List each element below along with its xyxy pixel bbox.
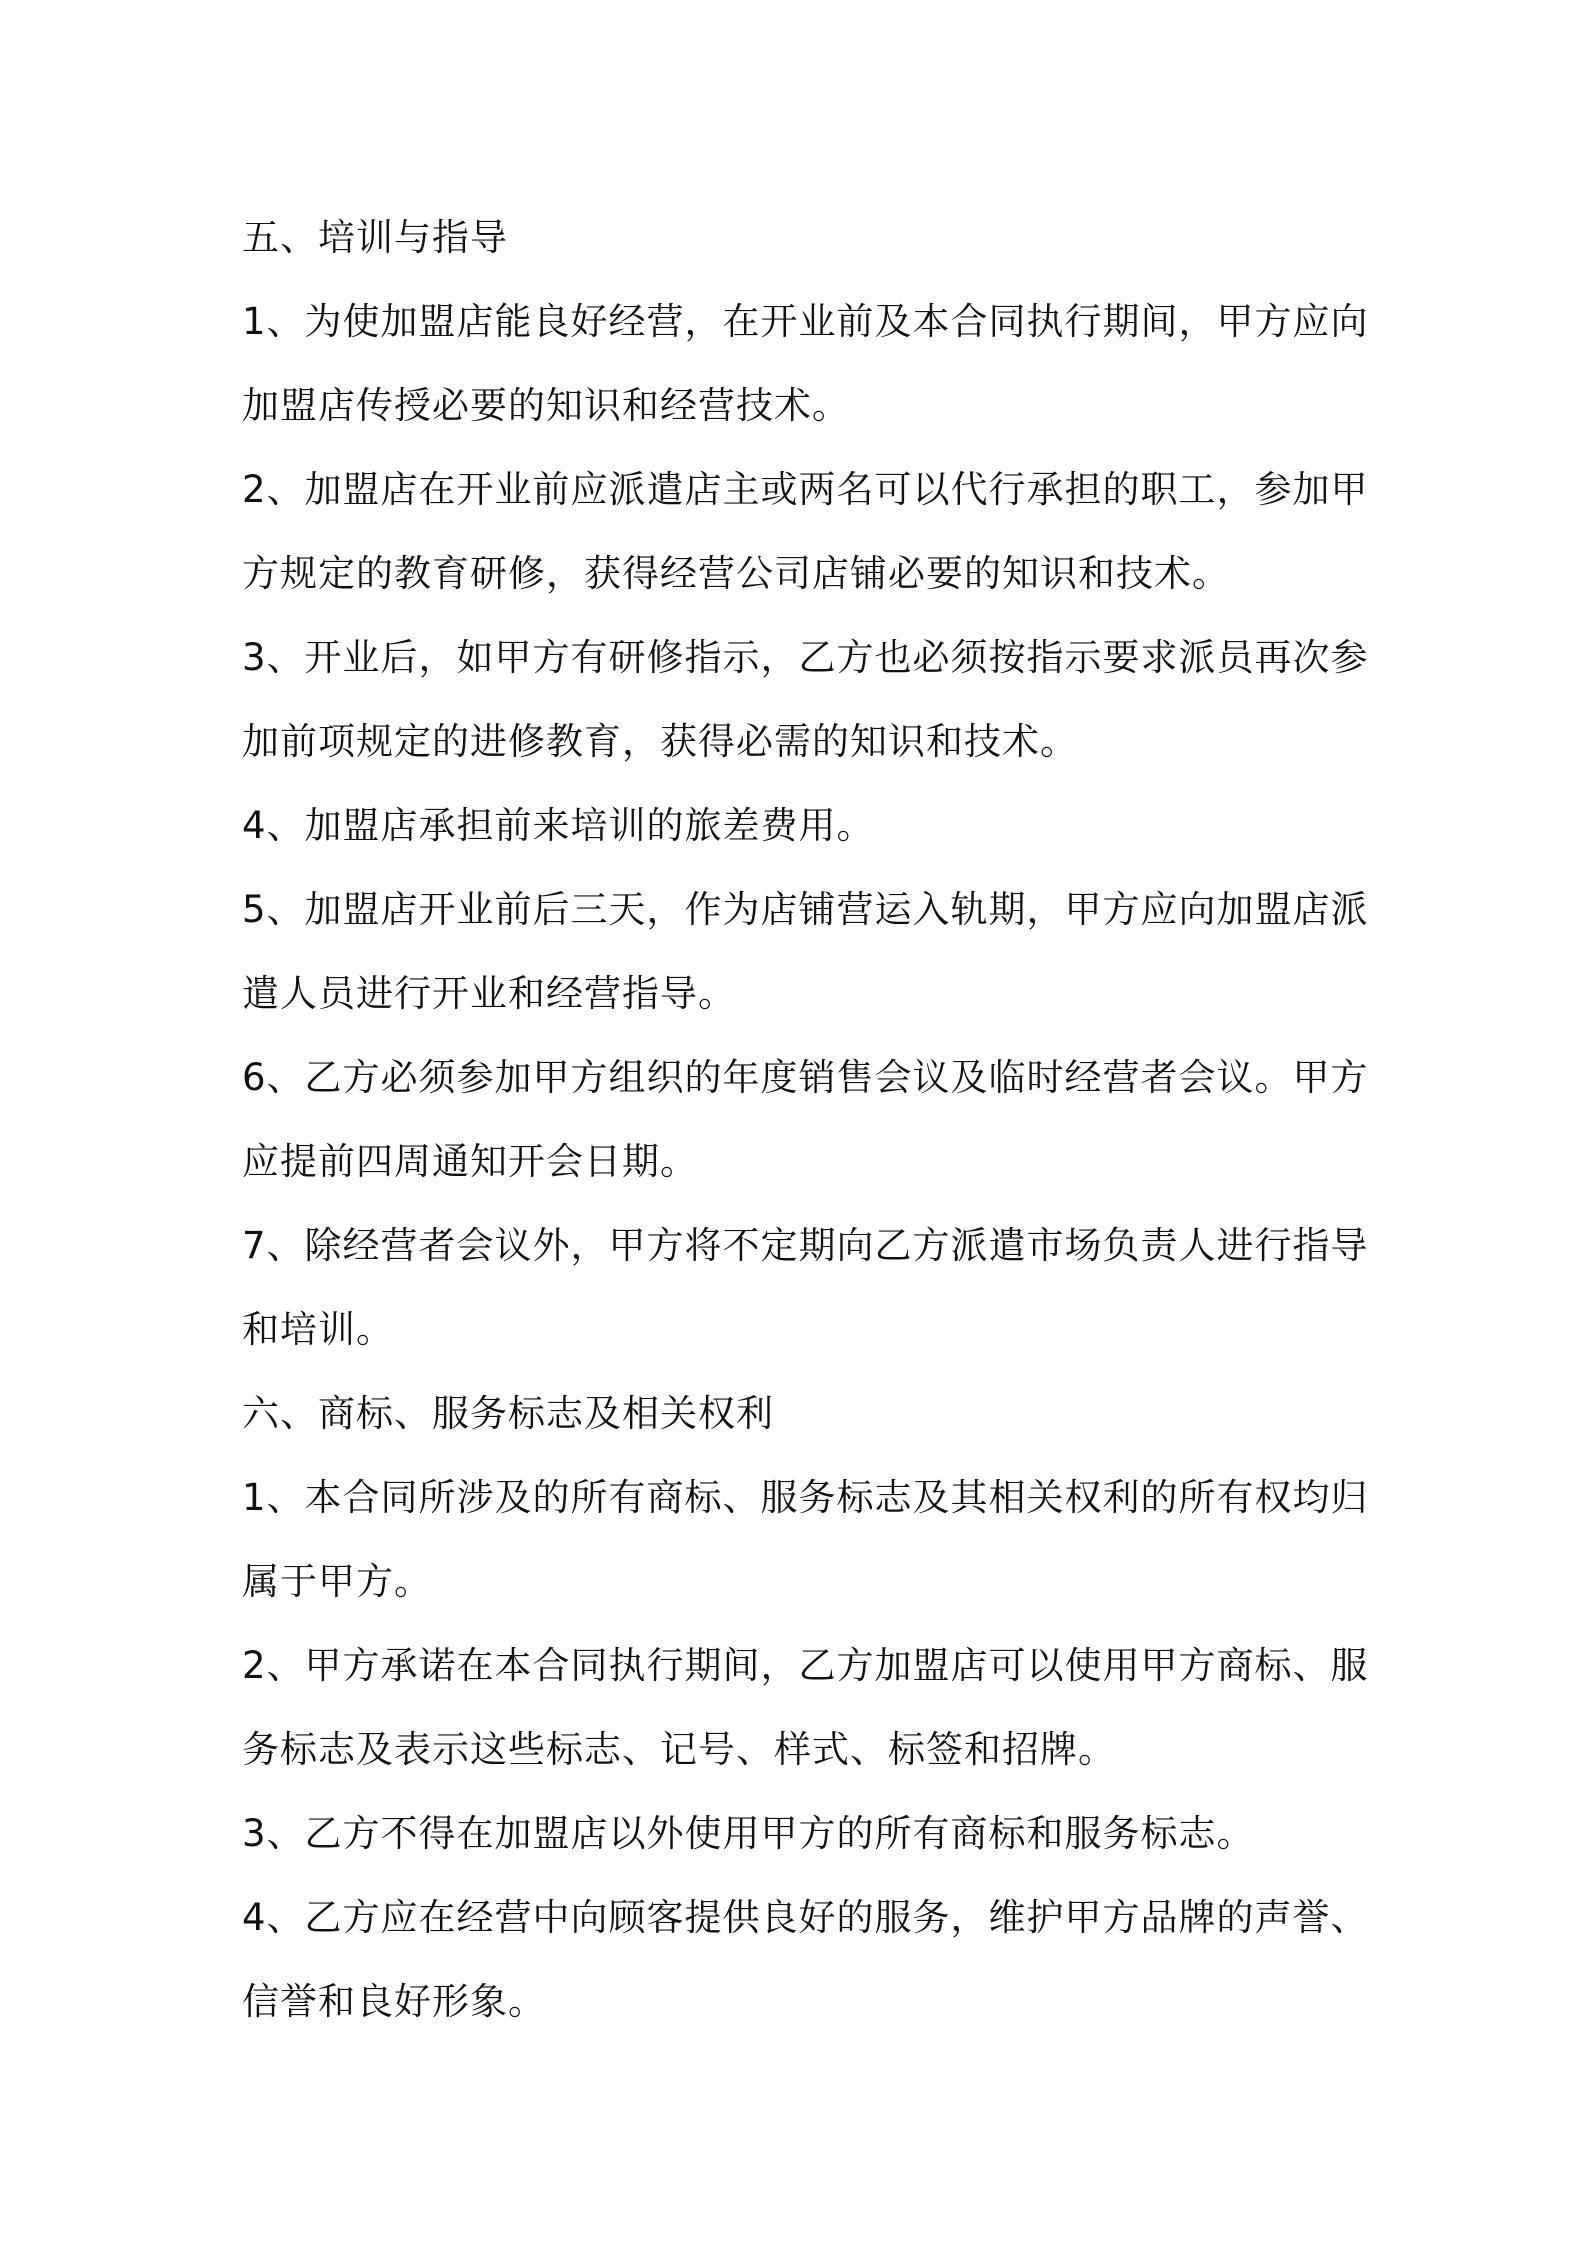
clause-line: 加前项规定的进修教育，获得必需的知识和技术。 xyxy=(242,720,1078,763)
clause-line: 3、乙方不得在加盟店以外使用甲方的所有商标和服务标志。 xyxy=(242,1812,1255,1855)
clause-line: 3、开业后，如甲方有研修指示，乙方也必须按指示要求派员再次参 xyxy=(242,636,1369,679)
clause-line: 7、除经营者会议外，甲方将不定期向乙方派遣市场负责人进行指导 xyxy=(242,1224,1369,1267)
section-5-heading: 五、培训与指导 xyxy=(242,216,508,259)
section-5-clause-1 xyxy=(242,280,1369,448)
clause-line: 1、为使加盟店能良好经营，在开业前及本合同执行期间，甲方应向 xyxy=(242,300,1369,343)
clause-line: 务标志及表示这些标志、记号、样式、标签和招牌。 xyxy=(242,1728,1116,1771)
clause-line: 2、加盟店在开业前应派遣店主或两名可以代行承担的职工，参加甲 xyxy=(242,468,1369,511)
section-5-clause-4 xyxy=(242,784,1362,868)
clause-line: 加盟店传授必要的知识和经营技术。 xyxy=(242,384,850,427)
section-6-clause-2 xyxy=(242,1624,1369,1792)
clause-line: 遣人员进行开业和经营指导。 xyxy=(242,972,736,1015)
clause-line: 4、乙方应在经营中向顾客提供良好的服务，维护甲方品牌的声誉、 xyxy=(242,1896,1369,1939)
section-5-clause-5 xyxy=(242,868,1369,1036)
section-5-clause-2 xyxy=(242,448,1369,616)
section-5-clause-3 xyxy=(242,616,1369,784)
clause-line: 5、加盟店开业前后三天，作为店铺营运入轨期，甲方应向加盟店派 xyxy=(242,888,1369,931)
clause-line: 属于甲方。 xyxy=(242,1560,432,1603)
clause-line: 信誉和良好形象。 xyxy=(242,1980,546,2023)
section-6-clause-4 xyxy=(242,1876,1369,2044)
clause-line: 方规定的教育研修，获得经营公司店铺必要的知识和技术。 xyxy=(242,552,1230,595)
clause-line: 和培训。 xyxy=(242,1308,394,1351)
clause-line: 4、加盟店承担前来培训的旅差费用。 xyxy=(242,804,875,847)
section-5-clause-7 xyxy=(242,1204,1369,1372)
clause-line: 1、本合同所涉及的所有商标、服务标志及其相关权利的所有权均归 xyxy=(242,1476,1369,1519)
clause-line: 应提前四周通知开会日期。 xyxy=(242,1140,698,1183)
section-5-clause-6 xyxy=(242,1036,1369,1204)
section-6-clause-1 xyxy=(242,1456,1369,1624)
clause-line: 2、甲方承诺在本合同执行期间，乙方加盟店可以使用甲方商标、服 xyxy=(242,1644,1369,1687)
clause-line: 6、乙方必须参加甲方组织的年度销售会议及临时经营者会议。甲方 xyxy=(242,1056,1369,1099)
section-6-clause-3 xyxy=(242,1792,1362,1876)
section-6-heading: 六、商标、服务标志及相关权利 xyxy=(242,1392,774,1435)
document-body xyxy=(242,196,1369,2044)
